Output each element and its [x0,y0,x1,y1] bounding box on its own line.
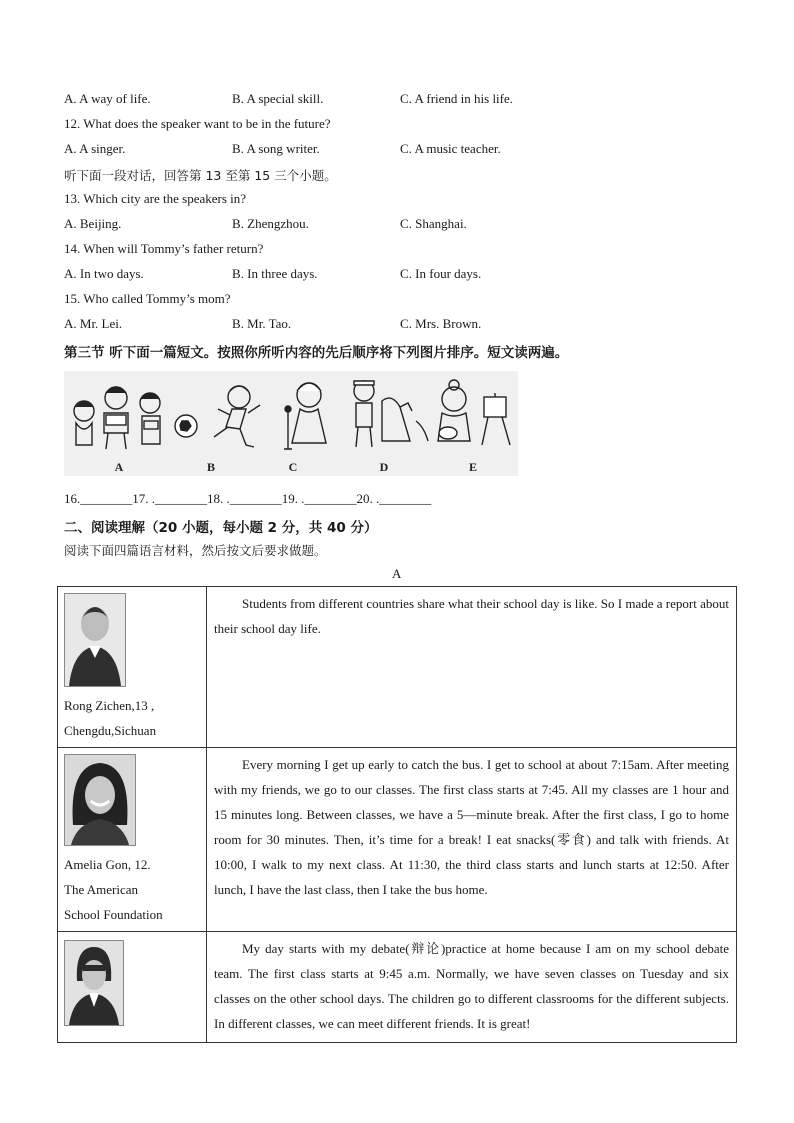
part2-instruction: 阅读下面四篇语言材料，然后按文后要求做题。 [64,543,327,558]
student-name: Amelia Gon, 12. [64,857,151,872]
part2-heading: 二、阅读理解（20 小题，每小题 2 分，共 40 分） [64,520,378,536]
picture-b-soccer [175,386,260,447]
cartoon-pictures [64,371,518,476]
q14-option-c: C. In four days. [400,266,482,281]
q12-question: 12. What does the speaker want to be in the future? [64,116,331,131]
student-photo-amelia [64,754,136,846]
text-cell [207,587,737,748]
student-place: Chengdu,Sichuan [64,723,157,738]
dialogue-instruction: 听下面一段对话，回答第 13 至第 15 三个小题。 [64,168,337,183]
person-cell [58,748,207,932]
text-cell [207,748,737,932]
q15-option-b: B. Mr. Tao. [232,316,292,331]
picture-e-painter [438,380,510,445]
q11-option-c: C. A friend in his life. [400,91,514,106]
passage-label: A [392,566,402,581]
picture-label-b: B [206,460,216,474]
text-cell [207,932,737,1043]
q14-option-a: A. In two days. [64,266,144,281]
picture-d-man-dog [354,381,428,447]
q14-question: 14. When will Tommy’s father return? [64,241,264,256]
table-row [58,932,737,1043]
q13-option-c: C. Shanghai. [400,216,467,231]
person-cell [58,932,207,1043]
q13-question: 13. Which city are the speakers in? [64,191,247,206]
picture-strip [64,371,518,476]
q15-option-c: C. Mrs. Brown. [400,316,482,331]
student-name: Rong Zichen,13 , [64,698,155,713]
q11-option-a: A. A way of life. [64,91,151,106]
student-photo-third [64,940,124,1026]
passage-paragraph: Students from different countries share what their school day is like. So I made a report about their school day life. [214,596,729,636]
person-cell [58,587,207,748]
picture-a-reading-kids [74,387,160,449]
section3-heading: 第三节 听下面一篇短文。按照你所听内容的先后顺序将下列图片排序。短文读两遍。 [64,345,569,361]
q12-option-a: A. A singer. [64,141,126,156]
passage-paragraph: My day starts with my debate(辩论)practice at home because I am on my school debate team. The first class starts at 9:45 a.m. Normally, we have seven classes on Tuesday and six classes on the other school days. The children go to different classrooms for the different subjects. In different classes, we can meet different friends. It is great! [214,941,729,1031]
reading-table [57,586,737,1043]
student-photo-rong [64,593,126,687]
q15-option-a: A. Mr. Lei. [64,316,123,331]
answer-blanks: 16.________17. .________18. .________19. .________20. .________ [64,491,432,506]
passage-paragraph: Every morning I get up early to catch the bus. I get to school at about 7:15am. After meeting with my friends, we go to our classes. The first class starts at 7:45. All my classes are 1 hour and 15 minutes long. Between classes, we have a 5—minute break. After the first class, I go to home room for 30 minutes. Then, it’s time for a break! I eat snacks(零食) and talk with friends. At 10:00, I walk to my next class. At 11:30, the third class starts and lunch starts at 12:50. After lunch, I have the last class, then I take the bus home. [214,757,729,897]
q13-option-a: A. Beijing. [64,216,122,231]
q15-question: 15. Who called Tommy’s mom? [64,291,231,306]
student-place-line2: School Foundation [64,907,163,922]
table-row [58,748,737,932]
picture-label-a: A [114,460,124,474]
q12-option-c: C. A music teacher. [400,141,501,156]
picture-label-d: D [379,460,389,474]
student-place: The American [64,882,138,897]
table-row [58,587,737,748]
q14-option-b: B. In three days. [232,266,318,281]
picture-c-singer [284,383,326,449]
picture-label-e: E [468,460,478,474]
q12-option-b: B. A song writer. [232,141,320,156]
q13-option-b: B. Zhengzhou. [232,216,309,231]
q11-option-b: B. A special skill. [232,91,324,106]
picture-label-c: C [288,460,298,474]
